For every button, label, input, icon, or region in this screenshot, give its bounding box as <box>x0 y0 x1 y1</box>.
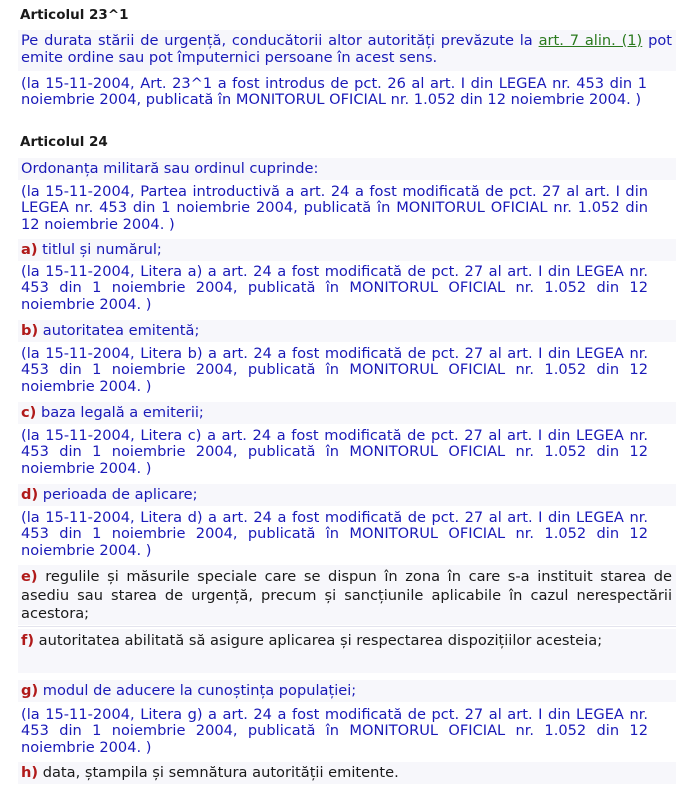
art-7-link[interactable]: art. 7 alin. (1) <box>538 32 643 49</box>
item-f <box>18 629 676 673</box>
separator <box>18 626 676 627</box>
article-23-1-text-after: pot emite ordine sau pot împuternici persoane în acest sens. <box>21 32 673 66</box>
item-d-letter: d) <box>21 486 39 503</box>
item-b-text: autoritatea emitentă; <box>42 322 200 339</box>
item-b-note: (la 15-11-2004, Litera b) a art. 24 a fost modificată de pct. 27 al art. I din LEGEA nr. 453 din 1 noiembrie 2004, publicată în MONITORUL OFICIAL nr. 1.052 din 12 noiembrie 2004. ) <box>21 345 648 395</box>
item-h-letter: h) <box>21 764 39 781</box>
item-a <box>18 239 676 261</box>
item-g-text: modul de aducere la cunoștința populației; <box>42 682 357 699</box>
article-24-title: Articolul 24 <box>20 134 108 150</box>
article-23-1-text-before: Pe durata stării de urgență, conducătorii altor autorități prevăzute la <box>21 32 539 49</box>
article-24-intro-note: (la 15-11-2004, Partea introductivă a art. 24 a fost modificată de pct. 27 al art. I din LEGEA nr. 453 din 1 noiembrie 2004, publicată în MONITORUL OFICIAL nr. 1.052 din 12 noiembrie 2004. ) <box>21 183 648 233</box>
article-23-1-note: (la 15-11-2004, Art. 23^1 a fost introdus de pct. 26 al art. I din LEGEA nr. 453 din 1 noiembrie 2004, publicată în MONITORUL OFICIAL nr. 1.052 din 12 noiembrie 2004. ) <box>21 75 647 109</box>
item-g <box>18 680 676 702</box>
item-g-letter: g) <box>21 682 39 699</box>
item-c-note: (la 15-11-2004, Litera c) a art. 24 a fost modificată de pct. 27 al art. I din LEGEA nr. 453 din 1 noiembrie 2004, publicată în MONITORUL OFICIAL nr. 1.052 din 12 noiembrie 2004. ) <box>21 427 648 477</box>
item-a-text: titlul și numărul; <box>42 241 162 258</box>
item-e <box>18 565 676 625</box>
item-a-letter: a) <box>21 241 38 258</box>
item-h-text: data, ștampila și semnătura autorității emitente. <box>42 764 399 781</box>
item-d <box>18 484 676 506</box>
item-c-text: baza legală a emiterii; <box>40 404 204 421</box>
item-b-letter: b) <box>21 322 39 339</box>
item-g-note: (la 15-11-2004, Litera g) a art. 24 a fost modificată de pct. 27 al art. I din LEGEA nr. 453 din 1 noiembrie 2004, publicată în MONITORUL OFICIAL nr. 1.052 din 12 noiembrie 2004. ) <box>21 706 648 756</box>
item-f-text: autoritatea abilitată să asigure aplicarea și respectarea dispozițiilor acesteia; <box>38 632 603 649</box>
item-d-note: (la 15-11-2004, Litera d) a art. 24 a fost modificată de pct. 27 al art. I din LEGEA nr. 453 din 1 noiembrie 2004, publicată în MONITORUL OFICIAL nr. 1.052 din 12 noiembrie 2004. ) <box>21 509 648 559</box>
item-a-note: (la 15-11-2004, Litera a) a art. 24 a fost modificată de pct. 27 al art. I din LEGEA nr. 453 din 1 noiembrie 2004, publicată în MONITORUL OFICIAL nr. 1.052 din 12 noiembrie 2004. ) <box>21 263 648 313</box>
item-h <box>18 762 676 784</box>
article-23-1-title: Articolul 23^1 <box>20 7 129 23</box>
item-c-letter: c) <box>21 404 37 421</box>
item-e-text: regulile și măsurile speciale care se dispun în zona în care s-a instituit starea de asediu sau starea de urgență, precum și sancțiunile aplicabile în cazul nerespectării acestora; <box>21 568 672 622</box>
item-d-text: perioada de aplicare; <box>42 486 198 503</box>
item-f-letter: f) <box>21 632 35 649</box>
item-e-letter: e) <box>21 568 38 585</box>
item-b <box>18 320 676 342</box>
article-23-1-body <box>18 30 676 71</box>
item-c <box>18 402 676 424</box>
article-24-intro: Ordonanța militară sau ordinul cuprinde: <box>18 158 676 180</box>
